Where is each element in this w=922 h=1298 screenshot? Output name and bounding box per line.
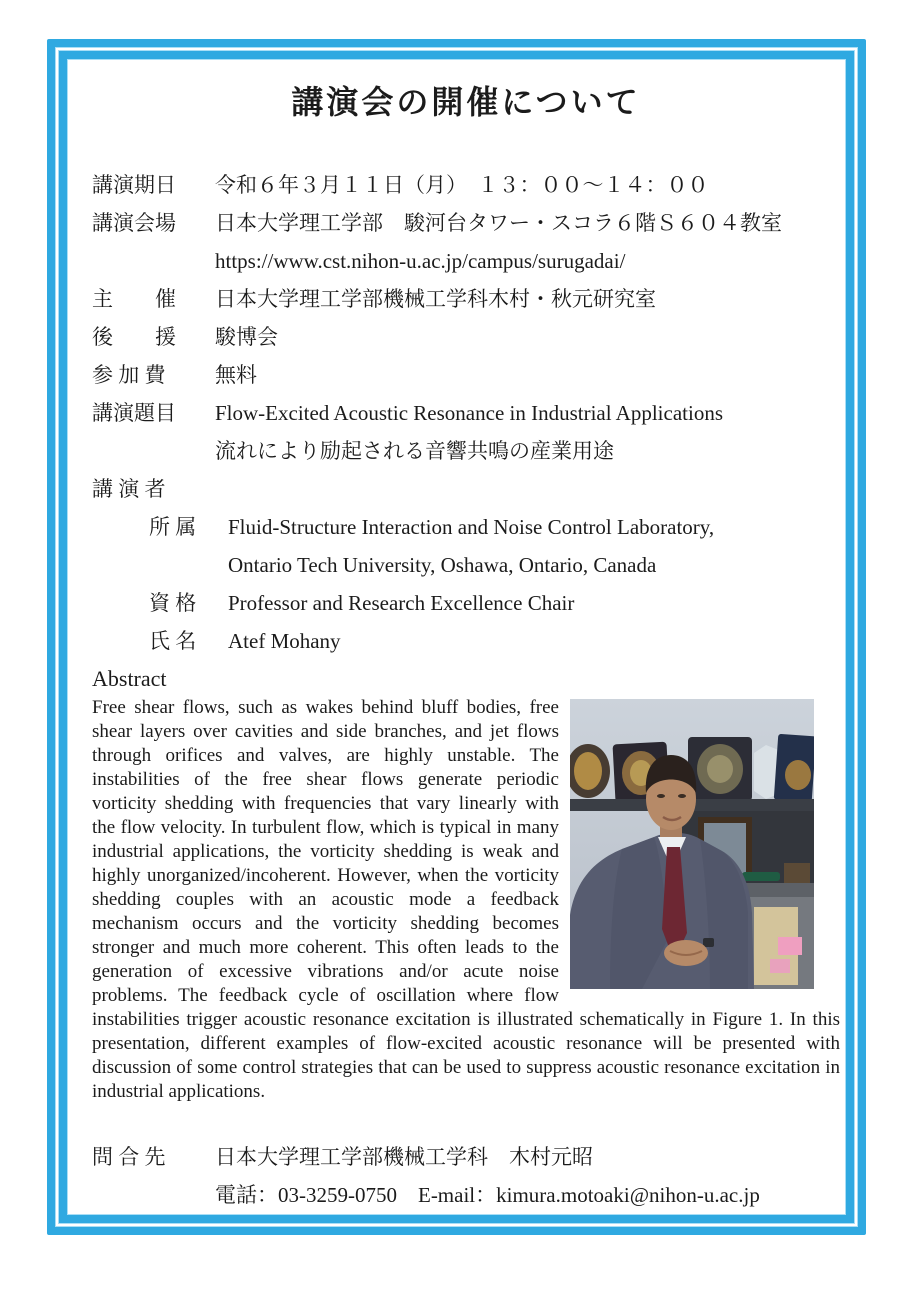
event-supporter: 駿博会 bbox=[215, 325, 278, 349]
speaker-label: 所 属 bbox=[149, 515, 197, 539]
info-row-fee bbox=[92, 356, 840, 394]
contact-section bbox=[92, 1138, 840, 1214]
info-label: 後 援 bbox=[92, 325, 176, 349]
info-label bbox=[92, 432, 188, 470]
speaker-label: 資 格 bbox=[149, 591, 197, 615]
contact-phone-email[interactable]: 電話：03-3259-0750 E-mail：kimura.motoaki@nihon-u.ac.jp bbox=[215, 1183, 760, 1207]
lecture-title-en: Flow-Excited Acoustic Resonance in Industrial Applications bbox=[215, 401, 723, 425]
abstract-section bbox=[92, 662, 840, 1104]
info-row-venue bbox=[92, 204, 840, 242]
lecture-title-ja: 流れにより励起される音響共鳴の産業用途 bbox=[215, 439, 614, 463]
event-date: 令和６年３月１１日（月） １３：００～１４：００ bbox=[215, 173, 709, 197]
info-label: 講演会場 bbox=[92, 211, 176, 235]
info-label: 参 加 費 bbox=[92, 363, 166, 387]
info-row-organizer bbox=[92, 280, 840, 318]
contact-name: 日本大学理工学部機械工学科 木村元昭 bbox=[215, 1145, 593, 1169]
contact-row-1 bbox=[92, 1138, 840, 1176]
info-row-support bbox=[92, 318, 840, 356]
venue-url[interactable]: https://www.cst.nihon-u.ac.jp/campus/surugadai/ bbox=[215, 249, 626, 273]
event-organizer: 日本大学理工学部機械工学科木村・秋元研究室 bbox=[215, 287, 656, 311]
info-row-speaker-heading bbox=[92, 470, 840, 508]
speaker-name: Atef Mohany bbox=[228, 629, 341, 653]
event-fee: 無料 bbox=[215, 363, 257, 387]
info-row-topic-en bbox=[92, 394, 840, 432]
contact-label: 問 合 先 bbox=[92, 1145, 166, 1169]
speaker-affiliation-2: Ontario Tech University, Oshawa, Ontario, Canada bbox=[228, 553, 657, 577]
speaker-row-position bbox=[92, 584, 840, 622]
page-title: 講演会の開催について bbox=[291, 84, 641, 120]
info-row-topic-ja bbox=[92, 432, 840, 470]
speaker-position: Professor and Research Excellence Chair bbox=[228, 591, 575, 615]
info-label: 講演題目 bbox=[92, 401, 176, 425]
speaker-label: 氏 名 bbox=[149, 629, 197, 653]
abstract-body bbox=[92, 696, 840, 1104]
info-row-date bbox=[92, 166, 840, 204]
speaker-label bbox=[149, 546, 211, 584]
contact-row-2 bbox=[92, 1176, 840, 1214]
speaker-row-affiliation-2 bbox=[92, 546, 840, 584]
speaker-row-name bbox=[92, 622, 840, 660]
info-label: 講演期日 bbox=[92, 173, 176, 197]
event-info-list bbox=[92, 166, 840, 660]
speaker-photo bbox=[570, 699, 814, 989]
info-label: 主 催 bbox=[92, 287, 176, 311]
abstract-text: Free shear flows, such as wakes behind bluff bodies, free shear layers over cavities and side branches, and jet flows through orifices and valves, are highly unstable. The instabilities of the free shear flows generate periodic vorticity shedding with frequencies that vary linearly with the flow velocity. In turbulent flow, which is typical in many industrial applications, the vorticity shedding is weak and highly unorganized/incoherent. However, when the vorticity shedding couples with an acoustic mode a feedback mechanism occurs and the vorticity shedding becomes stronger and much more coherent. This often leads to the generation of excessive vibrations and/or acute noise problems. The feedback cycle of oscillation where flow instabilities trigger acoustic resonance excitation is illustrated schematically in Figure 1. In this presentation, different examples of flow-excited acoustic resonance will be presented with discussion of some control strategies that can be used to suppress acoustic resonance excitation in industrial applications. bbox=[92, 697, 840, 1102]
info-label bbox=[92, 242, 188, 280]
info-row-url bbox=[92, 242, 840, 280]
abstract-heading: Abstract bbox=[92, 666, 167, 691]
speaker-section-label: 講 演 者 bbox=[92, 477, 166, 501]
speaker-affiliation-1: Fluid-Structure Interaction and Noise Control Laboratory, bbox=[228, 515, 715, 539]
flyer-content bbox=[92, 60, 840, 1214]
event-venue: 日本大学理工学部 駿河台タワー・スコラ６階Ｓ６０４教室 bbox=[215, 211, 782, 235]
speaker-row-affiliation bbox=[92, 508, 840, 546]
